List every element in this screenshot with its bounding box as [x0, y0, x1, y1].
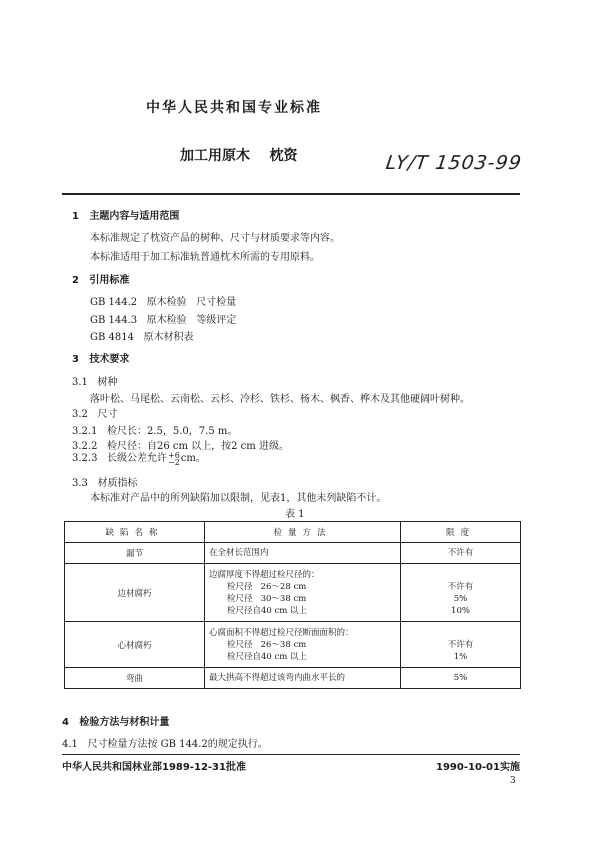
- table-row: [65, 668, 521, 689]
- table-row: [65, 543, 521, 564]
- tolerance-fraction: [168, 452, 180, 466]
- method-line: 最大拱高不得超过该弯内曲水平长的: [209, 673, 346, 683]
- limit-line: 1%: [453, 651, 468, 662]
- section-3-3-text: 本标准对产品中的所列缺陷加以限制，见表1，其他未列缺陷不计。: [90, 493, 387, 504]
- section-3-2-2: 3.2.2 检尺径：自26 cm 以上，按2 cm 进级。: [72, 441, 289, 452]
- section-3-2-3-text: 3.2.3 长级公差允许: [72, 453, 167, 464]
- defect-limits-table: [64, 521, 521, 689]
- section-3-1-heading: 3.1 树种: [72, 377, 118, 388]
- reference-item: GB 4814 原木材积表: [90, 332, 194, 343]
- limit-line: 5%: [453, 673, 468, 683]
- section-4-1: 4.1 尺寸检量方法按 GB 144.2的规定执行。: [62, 739, 268, 750]
- section-3-1-text: 落叶松、马尾松、云南松、云杉、冷杉、铁杉、杨木、枫香、桦木及其他硬阔叶树种。: [90, 394, 470, 405]
- method-cell: [205, 564, 401, 622]
- section-3-2-3-unit: cm。: [180, 453, 206, 464]
- defect-name: 边材腐朽: [65, 564, 205, 622]
- defect-name: 漏节: [65, 543, 205, 564]
- section-4-heading: 4 检验方法与材积计量: [62, 717, 170, 728]
- tolerance-lower: −2: [167, 457, 180, 467]
- table-row: [65, 564, 521, 622]
- limit-line: 不许有: [447, 548, 474, 558]
- section-1-paragraph-1: 本标准规定了枕资产品的树种、尺寸与材质要求等内容。: [90, 233, 340, 244]
- table-header-row: [65, 522, 521, 543]
- limit-line: 10%: [451, 605, 470, 616]
- table-caption: 表 1: [285, 509, 305, 520]
- section-1-paragraph-2: 本标准适用于加工标准轨普通枕木所需的专用原料。: [90, 252, 320, 263]
- footer-rule: [62, 754, 520, 755]
- column-header: 限度: [401, 522, 521, 543]
- method-line: 检尺径 26～38 cm: [227, 639, 307, 650]
- method-line: 心腐面积不得超过检尺径断面面积的：: [209, 627, 354, 638]
- table-row: [65, 622, 521, 668]
- section-3-2-heading: 3.2 尺寸: [72, 409, 118, 420]
- section-3-2-1: 3.2.1 检尺长：2.5，5.0，7.5 m。: [72, 426, 238, 437]
- section-3-2-3: [72, 449, 206, 466]
- section-3-heading: 3 技术要求: [72, 354, 130, 365]
- limit-cell: [401, 668, 521, 689]
- method-line: 在全材长范围内: [209, 548, 269, 558]
- org-title: 中华人民共和国专业标准: [146, 100, 322, 116]
- section-1-heading: 1 主题内容与适用范围: [72, 211, 180, 222]
- limit-cell: [401, 543, 521, 564]
- doc-title: 加工用原木 枕资: [180, 148, 298, 164]
- defect-name: 心材腐朽: [65, 622, 205, 668]
- method-line: 检尺径 26～28 cm: [227, 581, 307, 592]
- limit-line: 不许有: [447, 581, 474, 592]
- method-line: 边腐厚度不得超过检尺径的：: [209, 569, 320, 580]
- limit-cell: [401, 622, 521, 668]
- approval-line: 中华人民共和国林业部1989-12-31批准: [62, 762, 246, 773]
- limit-line: [405, 569, 516, 581]
- method-cell: [205, 543, 401, 564]
- limit-cell: [401, 564, 521, 622]
- limit-line: [405, 627, 516, 639]
- reference-item: GB 144.2 原木检验 尺寸检量: [90, 297, 237, 308]
- section-3-3-heading: 3.3 材质指标: [72, 478, 138, 489]
- defect-name: 弯曲: [65, 668, 205, 689]
- method-line: 检尺径自40 cm 以上: [227, 651, 308, 662]
- limit-line: 5%: [453, 593, 468, 604]
- method-cell: [205, 668, 401, 689]
- header-rule: [62, 193, 520, 195]
- method-line: 检尺径自40 cm 以上: [227, 605, 308, 616]
- column-header: 检量方法: [205, 522, 401, 543]
- handwritten-standard-code: LY/T 1503-99: [384, 152, 524, 174]
- method-cell: [205, 622, 401, 668]
- column-header: 缺陷名称: [65, 522, 205, 543]
- effective-date: 1990-10-01实施: [436, 762, 520, 773]
- tolerance-upper: +6: [167, 450, 180, 460]
- section-2-heading: 2 引用标准: [72, 275, 130, 286]
- method-line: 检尺径 30～38 cm: [227, 593, 307, 604]
- limit-line: 不许有: [447, 639, 474, 650]
- page-number: 3: [510, 776, 516, 786]
- reference-item: GB 144.3 原木检验 等级评定: [90, 315, 237, 326]
